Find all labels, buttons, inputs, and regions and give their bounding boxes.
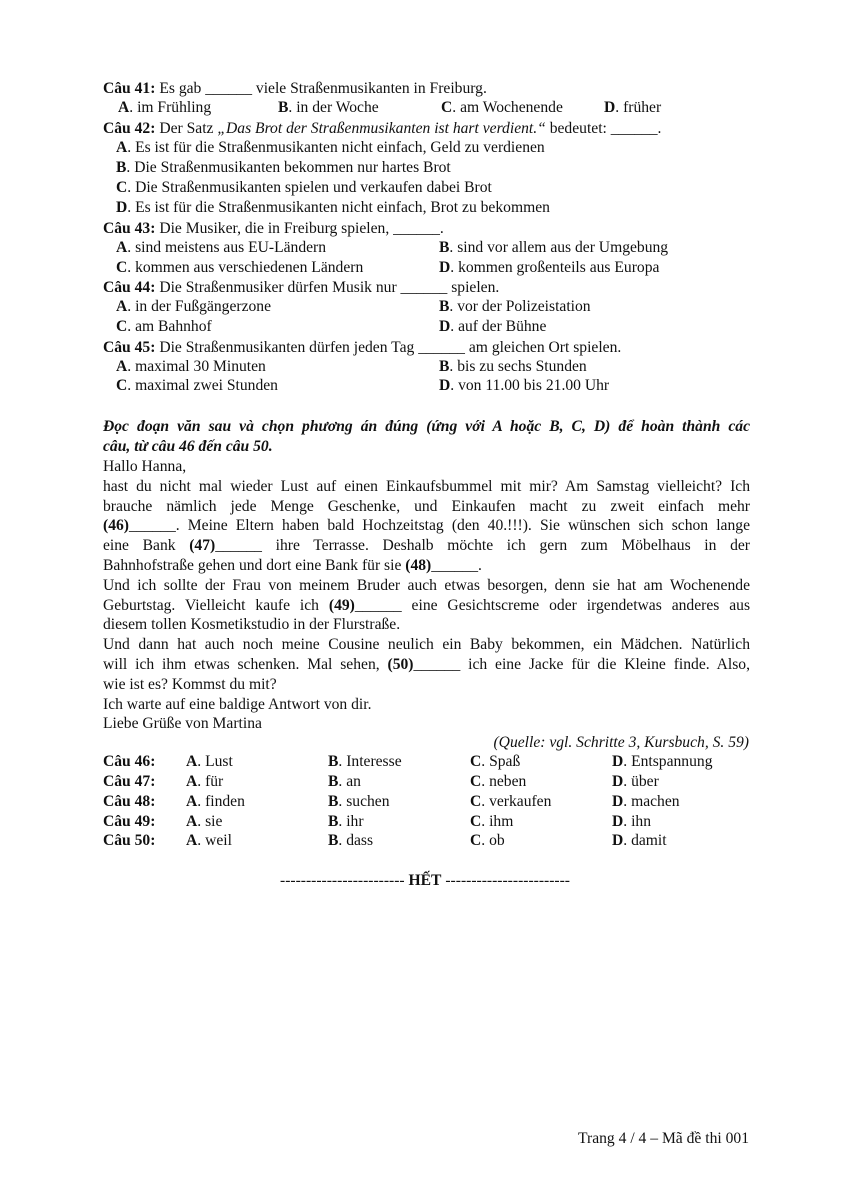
option-42-b: B. Die Straßenmusikanten bekommen nur hartes Brot — [116, 159, 451, 176]
letter-line: Geburtstag. Vielleicht kaufe ich (49)______ eine Gesichtscreme oder irgendetwas anderes aus — [103, 597, 751, 614]
option-44-c: C. am Bahnhof — [116, 318, 212, 335]
option-43-a: A. sind meistens aus EU-Ländern — [116, 239, 327, 256]
instruction-line-1: Đọc đoạn văn sau và chọn phương án đúng (ứng với A hoặc B, C, D) để hoàn thành các — [103, 418, 750, 435]
letter-line: hast du nicht mal wieder Lust auf einen Einkaufsbummel mit mir? Am Samstag vielleicht? Ich — [103, 478, 750, 495]
letter-closing: Liebe Grüße von Martina — [103, 715, 262, 732]
table-question-label: Câu 48: — [103, 793, 156, 810]
question-stem: Es gab ______ viele Straßenmusikanten in Freiburg. — [155, 80, 487, 97]
quoted-sentence: „Das Brot der Straßenmusikanten ist hart verdient.“ — [217, 120, 546, 137]
table-option: C. verkaufen — [470, 793, 552, 810]
option-41-d: D. früher — [604, 99, 662, 116]
table-option: C. ihm — [470, 813, 514, 830]
option-43-d: D. kommen großenteils aus Europa — [439, 259, 660, 276]
table-option: C. ob — [470, 832, 505, 849]
option-45-c: C. maximal zwei Stunden — [116, 377, 278, 394]
gap-46: (46) — [103, 517, 129, 534]
table-option: B. Interesse — [328, 753, 402, 770]
option-41-a: A. im Frühling — [118, 99, 212, 116]
table-option: D. über — [612, 773, 659, 790]
question-label: Câu 45: — [103, 339, 156, 356]
letter-line: brauche nämlich jede Menge Geschenke, und Einkaufen macht zu zweit einfach mehr — [103, 498, 750, 515]
question-44: Câu 44: Die Straßenmusiker dürfen Musik nur ______ spielen. — [103, 279, 500, 296]
letter-line: (46)______. Meine Eltern haben bald Hochzeitstag (den 40.!!!). Sie wünschen sich schon lange — [103, 517, 750, 534]
table-option: B. ihr — [328, 813, 364, 830]
table-option: C. Spaß — [470, 753, 521, 770]
table-option: B. an — [328, 773, 361, 790]
option-41-c: C. am Wochenende — [441, 99, 563, 116]
question-45: Câu 45: Die Straßenmusikanten dürfen jeden Tag ______ am gleichen Ort spielen. — [103, 339, 622, 356]
option-44-b: B. vor der Polizeistation — [439, 298, 591, 315]
letter-line: Und ich sollte der Frau von meinem Bruder auch etwas besorgen, denn sie hat am Wochenende — [103, 577, 750, 594]
option-42-a: A. Es ist für die Straßenmusikanten nicht einfach, Geld zu verdienen — [116, 139, 545, 156]
letter-line: will ich ihm etwas schenken. Mal sehen, (50)______ ich eine Jacke für die Kleine finde. Also, — [103, 656, 750, 673]
question-label: Câu 43: — [103, 220, 156, 237]
table-option: D. damit — [612, 832, 667, 849]
option-43-b: B. sind vor allem aus der Umgebung — [439, 239, 669, 256]
question-43: Câu 43: Die Musiker, die in Freiburg spielen, ______. — [103, 220, 444, 237]
question-label: Câu 42: — [103, 120, 156, 137]
table-option: A. Lust — [186, 753, 233, 770]
end-marker: ------------------------ HẾT ------------------------ — [280, 872, 570, 889]
option-45-a: A. maximal 30 Minuten — [116, 358, 266, 375]
table-option: D. ihn — [612, 813, 651, 830]
gap-48: (48) — [405, 557, 432, 574]
option-43-c: C. kommen aus verschiedenen Ländern — [116, 259, 364, 276]
letter-line: wie ist es? Kommst du mit? — [103, 676, 277, 693]
table-question-label: Câu 47: — [103, 773, 156, 790]
question-42: Câu 42: Der Satz „Das Brot der Straßenmusikanten ist hart verdient.“ bedeutet: ______. — [103, 120, 662, 137]
question-label: Câu 44: — [103, 279, 156, 296]
option-45-d: D. von 11.00 bis 21.00 Uhr — [439, 377, 610, 394]
table-question-label: Câu 50: — [103, 832, 156, 849]
table-option: A. finden — [186, 793, 245, 810]
gap-50: (50) — [387, 656, 414, 673]
option-44-d: D. auf der Bühne — [439, 318, 547, 335]
letter-line: Und dann hat auch noch meine Cousine neulich ein Baby bekommen, ein Mädchen. Natürlich — [103, 636, 750, 653]
question-label: Câu 41: — [103, 80, 156, 97]
option-45-b: B. bis zu sechs Stunden — [439, 358, 587, 375]
option-42-c: C. Die Straßenmusikanten spielen und verkaufen dabei Brot — [116, 179, 492, 196]
table-option: A. für — [186, 773, 224, 790]
letter-line: Ich warte auf eine baldige Antwort von dir. — [103, 696, 372, 713]
option-44-a: A. in der Fußgängerzone — [116, 298, 272, 315]
option-42-d: D. Es ist für die Straßenmusikanten nicht einfach, Brot zu bekommen — [116, 199, 550, 216]
table-option: A. sie — [186, 813, 223, 830]
table-option: B. suchen — [328, 793, 390, 810]
source-citation: (Quelle: vgl. Schritte 3, Kursbuch, S. 59) — [493, 734, 749, 751]
table-option: A. weil — [186, 832, 232, 849]
table-option: D. Entspannung — [612, 753, 713, 770]
instruction-line-2: câu, từ câu 46 đến câu 50. — [103, 438, 273, 455]
table-option: D. machen — [612, 793, 680, 810]
table-question-label: Câu 49: — [103, 813, 156, 830]
letter-line: eine Bank (47)______ ihre Terrasse. Deshalb möchte ich gern zum Möbelhaus in der — [103, 537, 751, 554]
option-41-b: B. in der Woche — [278, 99, 379, 116]
table-option: B. dass — [328, 832, 374, 849]
gap-49: (49) — [328, 597, 355, 614]
table-question-label: Câu 46: — [103, 753, 156, 770]
letter-line: diesem tollen Kosmetikstudio in der Flurstraße. — [103, 616, 401, 633]
table-option: C. neben — [470, 773, 527, 790]
page-footer: Trang 4 / 4 – Mã đề thi 001 — [578, 1130, 749, 1147]
letter-line: Bahnhofstraße gehen und dort eine Bank für sie (48)______. — [103, 557, 482, 574]
question-41 — [103, 79, 750, 99]
letter-greeting: Hallo Hanna, — [103, 458, 187, 475]
gap-47: (47) — [189, 537, 216, 554]
